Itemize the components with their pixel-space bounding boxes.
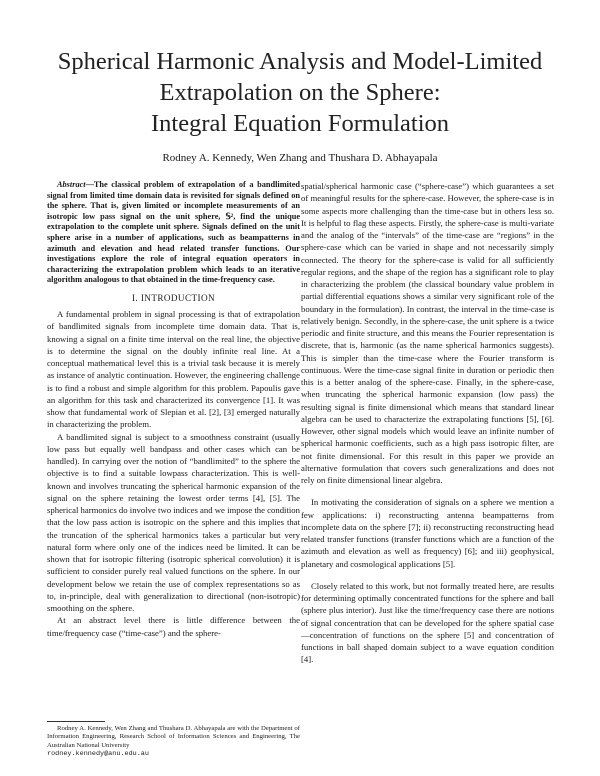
title-line: Spherical Harmonic Analysis and Model-Limited bbox=[57, 48, 543, 75]
footnote-rule bbox=[47, 721, 105, 722]
paragraph: At an abstract level there is little difference between the time/frequency case (“time-case”) and the sphere- bbox=[47, 615, 300, 638]
paragraph: A fundamental problem in signal processing is that of extrapolation of bandlimited signals from incomplete time domain data. That is, knowing a signal on a finite time interval on the real line, the objective is to determine the signal on the doubly infinite real line. At a conceptual mathematical level this is a trivial task because it is merely as instance of analytic continuation. However, the engineering challenge is to find a robust and simple algorithm for this problem. Papoulis gave an algorithm for this task and characterized its convergence [1]. It was show that fundamental work of Slepian et al. [2], [3] emerged naturally in characterizing the problem. bbox=[47, 309, 300, 430]
footnote-text: Rodney A. Kennedy, Wen Zhang and Thushara D. Abhayapala are with the Department of Information Engineering, Research School of Information Sciences and Engineering, The Australian National University bbox=[47, 725, 300, 749]
paragraph-gap bbox=[301, 486, 554, 496]
footnote bbox=[47, 725, 300, 759]
paragraph: A bandlimited signal is subject to a smoothness constraint (usually low pass but equally well bandpass and other cases which can be handled). In carrying over the notion of “bandlimited” to the sphere the objective is to find a suitable lowpass characterization. This is well-known and involves truncating the spherical harmonic expansion of the signal on the sphere retaining the lowest order terms [4], [5]. The spherical harmonics do involve two indices and we impose the condition that the low pass action is isotropic on the sphere and this implies that the truncation of the spherical harmonics takes a particular but very natural form where only one of the indices need be limited. It can be shown that for isotropic filtering (isotropic spherical convolution) it is sufficient to consider purely real valued functions on the sphere. In our development below we retain the use of complex representations so as to, in-principle, deal with generalization to directional (non-isotropic) smoothing on the sphere. bbox=[47, 431, 300, 614]
paper-title bbox=[40, 46, 560, 139]
section-heading: I. INTRODUCTION bbox=[131, 292, 216, 303]
paragraph: In motivating the consideration of signals on a sphere we mention a few applications: i) reconstructing antenna beampatterns from incomplete data on the sphere [7]; ii) reconstructing reconstructing head related transfer functions (transfer functions which are a function of the azimuth and elevation as well as frequency) [6]; and iii) geophysical, planetary and cosmological applications [5]. bbox=[301, 497, 554, 569]
paragraph-gap bbox=[301, 570, 554, 580]
title-line: Extrapolation on the Sphere: bbox=[159, 79, 441, 106]
footnote-email: rodney.kennedy@anu.edu.au bbox=[47, 750, 149, 759]
paragraph: Closely related to this work, but not formally treated here, are results for determining optimally concentrated functions for the sphere and ball (sphere plus interior). Just like the time/frequency case there are notions of signal concentration that can be developed for the sphere spatial case—concentration of functions on the sphere [5] and concentration of functions in ball shaped domain subject to a wave equation condition [4]. bbox=[301, 580, 554, 665]
title-line: Integral Equation Formulation bbox=[150, 110, 450, 137]
abstract-text: —The classical problem of extrapolation of a bandlimited signal from limited time domain data is revisited for signals defined on the sphere. That is, given limited or incomplete measurements of an isotropic low pass signal on the unit sphere, 𝕊², find the unique extrapolation to the complete unit sphere. Signals defined on the unit sphere arise in a number of applications, such as beampatterns in azimuth and elevation and head related transfer functions. Our investigations explore the role of integral equation operators in characterizing the extrapolation problem which leads to an iterative algorithm analogous to that obtained in the time-frequency case. bbox=[47, 180, 300, 285]
left-column bbox=[47, 180, 300, 639]
abstract bbox=[47, 180, 300, 286]
abstract-label: Abstract bbox=[57, 180, 86, 189]
author-list: Rodney A. Kennedy, Wen Zhang and Thushara D. Abhayapala bbox=[162, 152, 438, 164]
right-column bbox=[301, 180, 554, 666]
paragraph: spatial/spherical harmonic case (“sphere-case”) which guarantees a set of meaningful results for the sphere-case. However, the sphere-case is in some aspects more challenging than the time-case but in others less so. It is helpful to flag these aspects. Firstly, the sphere-case is multi-variate and the analog of the “intervals” of the time-case are “regions” in the sphere-case which can be varied in shape and not necessarily simply connected. The theory for the sphere-case is valid for all sufficiently regular regions, and the shape of the region has a significant role to play in characterizing the problem (the classical boundary value problem in partial differential equations shows a similar very significant role of the boundary in the formulation). In contrast, the interval in the time-case is relatively benign. Secondly, in the sphere-case, the unit sphere is a twice periodic and finite structure, and this means the Fourier representation is discrete, that is, harmonic (as the name spherical harmonics suggests). This is simpler than the time-case where the Fourier transform is continuous. Were the time-case signal finite in duration or periodic then this is a better analog of the sphere-case. Finally, in the sphere-case, when truncating the spherical harmonic expansion (low pass) the resulting signal is finite dimensional which means that standard linear algebra can be used to characterize the extrapolating functions [5], [6]. However, other signal models which would leave an infinite number of spherical harmonic coefficients, such as a high pass isotropic filter, are not finite dimensional. For this result in this paper we provide an alternative formulation that covers such generalizations and does not rely on finite dimensional linear algebra. bbox=[301, 181, 554, 485]
